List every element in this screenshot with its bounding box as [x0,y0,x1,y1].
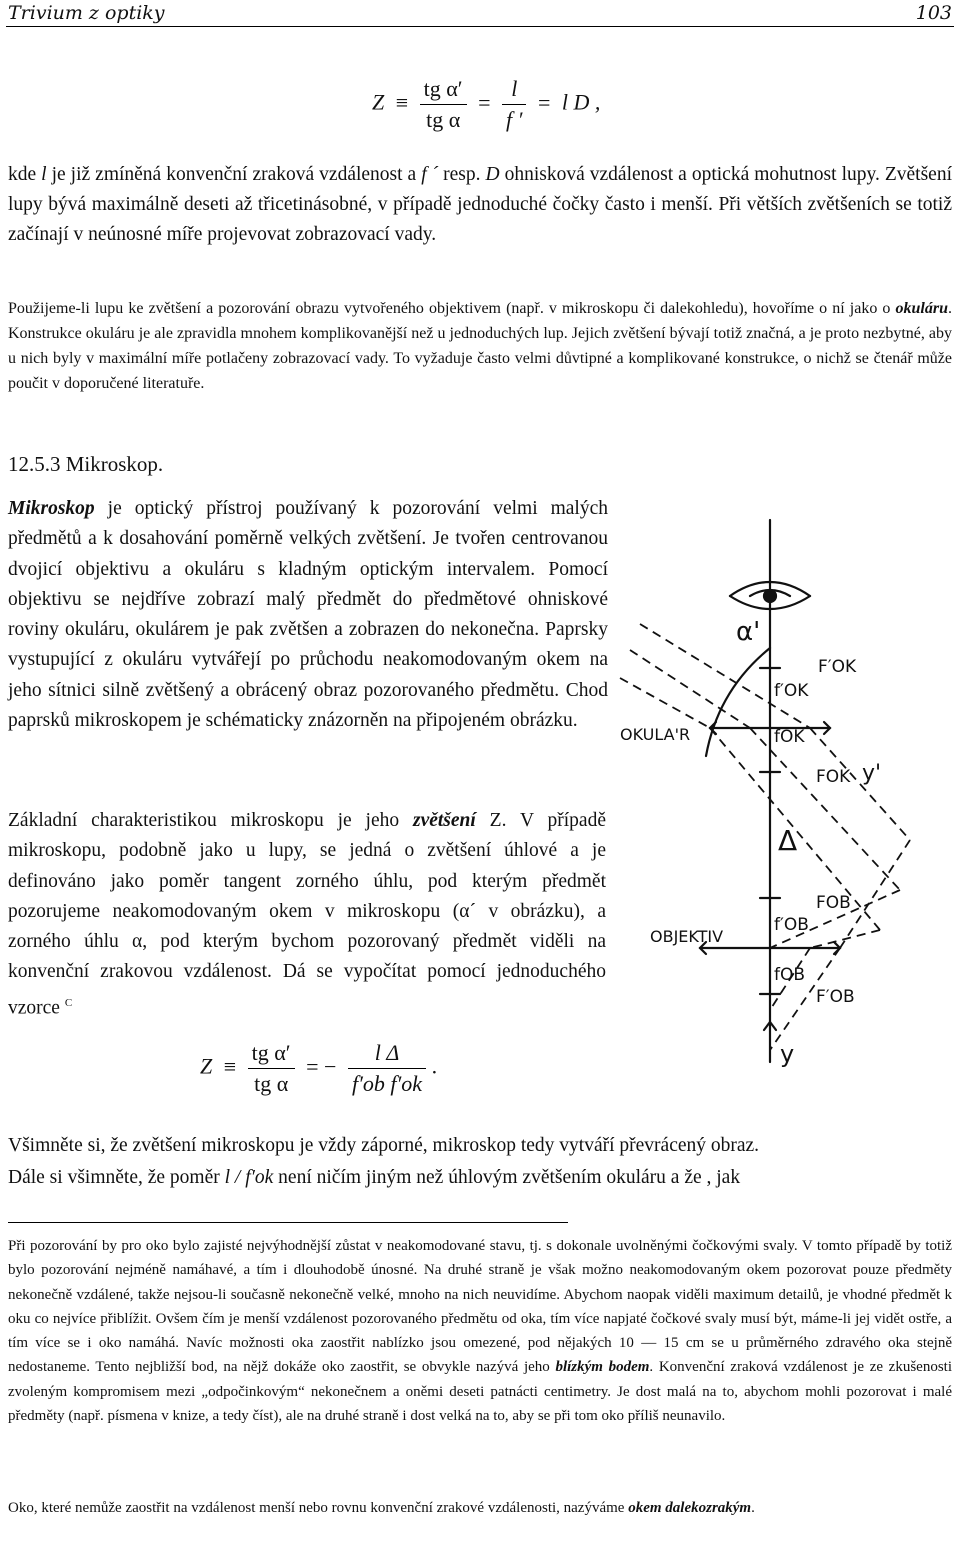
text: kde [8,164,42,185]
formula-end: . [431,1053,438,1079]
paragraph-okular [8,296,952,396]
fraction-den: f′ob f′ok [351,1071,423,1096]
footnote-text [8,1234,952,1428]
fraction-tan [248,1040,295,1097]
eye-pupil-icon [764,590,776,602]
formula-equiv: ≡ [223,1053,237,1079]
fraction-den: tg α [254,1071,289,1096]
formula-mikroskop [200,1040,437,1097]
microscope-diagram [610,510,956,1090]
term-blizky-bod: blízkým bodem [555,1359,650,1376]
text: . [751,1500,755,1516]
text [8,1162,952,1194]
footnote-ref[interactable]: C [64,996,73,1009]
ratio: l / f′ok [224,1167,274,1188]
term-dalekozrake-oko: okem dalekozrakým [628,1500,752,1516]
fraction-num: l Δ [348,1040,426,1069]
formula-equiv: ≡ [395,89,409,115]
fraction-num: tg α′ [248,1040,295,1069]
paragraph-mikroskop [8,494,608,736]
paragraph-lupa [8,160,952,250]
fraction-num: l [502,76,526,105]
text: Oko, které nemůže zaostřit na vzdálenost menší nebo rovnu konvenční zrakové vzdálenosti, nazýváme [8,1500,629,1516]
page-number: 103 [915,2,952,24]
term-zvetseni: zvětšení [412,810,476,831]
label-f-ok-1: f′OK [774,681,809,701]
text: je optický přístroj používaný k pozorování velmi malých předmětů a k dosahování poměrně velkých zvětšení. Je tvořen centrovanou dvojicí objektivu a okuláru s kladným optickým intervalem. Pomocí objektivu se nejdříve zobrazí malý předmět do předmětové ohniskové roviny okuláru, okulárem je pak zvětšen a zobrazen do nekonečna. Paprsky vystupující z okuláru vytvářejí po průchodu neakomodovaným okem na jeho sítnici silně zvětšený a obrácený obraz pozorovaného předmětu. Chod paprsků mikroskopem je schématicky znázorněn na připojeném obrázku. [8,498,608,732]
text: je již zmíněná konvenční zraková vzdálenost a [46,164,422,185]
section-heading: 12.5.3 Mikroskop. [8,452,164,476]
symbol-l: l [41,164,47,185]
text: není ničím jiným než úhlovým zvětšením okuláru a že , jak [273,1167,741,1188]
formula-lupa [372,76,600,133]
fraction-l-f [502,76,526,133]
formula-lhs: Z [372,89,385,115]
text: Použijeme-li lupu ke zvětšení a pozorování obrazu vytvořeného objektivem (např. v mikroskopu či dalekohledu), hovoříme o ní jako o [8,300,896,317]
label-F-ob-prime: F′OB [816,987,855,1007]
fraction-tan [420,76,467,133]
formula-tail: l D , [561,89,601,115]
formula-eq: = [537,89,551,115]
text: . Konstrukce okuláru je ale zpravidla mnohem komplikovanější než u jednoduchých lup. Jejich zvětšení bývají totiž značná, a je proto nezbytné, aby u nich byly v maximální míře potlačeny zobrazovací vady. To vyžaduje často velmi důvtipné a komplikované konstrukce, o nichž se čtenář může poučit v doporučené literatuře. [8,300,952,392]
footnote-rule [8,1222,568,1223]
term-mikroskop: Mikroskop [8,498,95,519]
formula-eq: = − [306,1053,337,1079]
text: Základní charakteristikou mikroskopu je jeho [8,810,413,831]
label-objektiv: OBJEKTIV [650,927,724,946]
label-okular: OKULA'R [620,725,691,744]
label-alpha-prime: α' [736,617,761,647]
fraction-l-delta [348,1040,426,1097]
running-header [8,0,952,26]
text: Všimněte si, že zvětšení mikroskopu je vždy záporné, mikroskop tedy vytváří převrácený obraz. [8,1135,760,1156]
term-okular: okuláru [895,300,948,317]
text: Z. V případě mikroskopu, podobně jako u lupy, se jedná o zvětšení úhlové a je definováno jako poměr tangent zorného úhlu, pod kterým předmět pozorujeme neakomodovaným okem v mikroskopu (α´ v obrázku), a zorného úhlu α, pod kterým bychom pozorovaný předmět viděli na konvenční zrakovou vzdálenost. Dá se vypočítat pomocí jednoduchého vzorce [8,810,606,1019]
label-F-ok-prime: F′OK [818,657,857,677]
label-f-ob-2: fOB [774,965,806,985]
label-F-ok: FOK [816,767,851,787]
header-rule [6,26,954,27]
text: . Konvenční zraková vzdálenost je ze zkušenosti zvoleným kompromisem mezi „odpočinkovým“ nekonečnem a oněmi deseti patnácti centimetry. Je dost malá na to, abychom mohli pozorovat i malé předměty (např. písmena v knize, a tedy číst), ale na druhé straně i dost velká na to, aby se při tom oko příliš neunavilo. [8,1359,952,1425]
fraction-den: tg α [426,107,461,132]
label-delta: Δ [778,824,798,857]
label-y: y [780,1040,795,1068]
label-f-ob-1: f′OB [774,915,809,935]
symbol-f: f ´ [421,164,439,185]
book-title: Trivium z optiky [8,2,165,24]
footnote-text-2 [8,1496,952,1520]
text: ohnisková vzdálenost a optická mohutnost lupy. Zvětšení lupy bývá maximálně deseti až třicetinásobné, v případě jednoduché čočky často i menší. Při větších zvětšeních se totiž začínají v neúnosné míře projevovat zobrazovací vady. [8,164,952,245]
fraction-num: tg α′ [420,76,467,105]
formula-eq: = [478,89,491,115]
symbol-D: D [485,164,500,185]
label-y-prime: y' [862,761,882,786]
label-F-ob: FOB [816,893,851,913]
fraction-den: f ′ [506,107,523,132]
paragraph-zvetseni [8,806,606,1024]
paragraph-notes [8,1130,952,1194]
formula-lhs: Z [200,1053,213,1079]
text: Při pozorování by pro oko bylo zajisté nejvýhodnější zůstat v neakomodované stavu, tj. s dokonale uvolněnými čočkovými svaly. V tomto případě by totiž bylo pozorování nejméně namáhavé, a tím i dlouhodobě únosné. Na druhé straně je však možno neakomodovaným okem pozorovat pouze předměty nekonečně vzdálené, takže nejsou-li současně nekonečně velké, mnoho na nich neuvidíme. Abychom naopak viděli maximum detailů, je vhodné předmět k oku co nejvíce přiblížit. Ovšem čím je menší vzdálenost pozorovaného předmětu od oka, tím více napjaté čočkové svaly musí být, máme-li jej vidět ostře, a tím více se i oko namáhá. Navíc možnosti oka zaostřit nablízko jsou omezené, pod nějakých 10 — 15 cm se u průměrného zdravého oka stejně nedostaneme. Tento nejbližší bod, na nějž dokáže oko zaostřit, se obvykle nazývá jeho [8,1238,952,1376]
text: Dále si všimněte, že poměr [8,1167,225,1188]
label-f-ok-2: fOK [774,727,805,747]
text: resp. [438,164,486,185]
